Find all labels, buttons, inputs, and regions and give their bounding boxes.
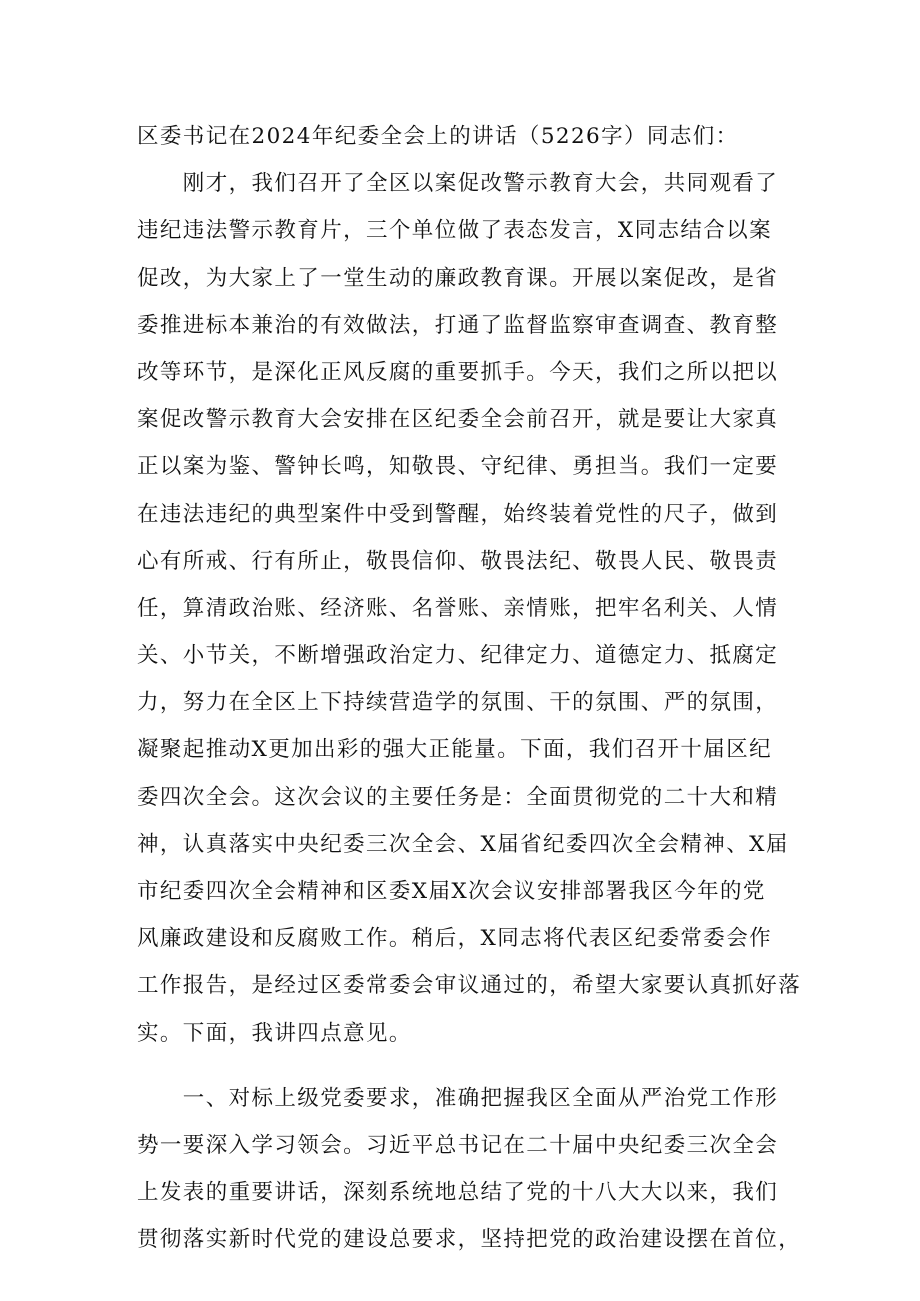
text-line: 凝聚起推动X更加出彩的强大正能量。下面，我们召开十届区纪 [137,737,773,763]
text-line: 实。下面，我讲四点意见。 [137,1020,412,1046]
text-line: 任，算清政治账、经济账、名誉账、亲情账，把牢名利关、人情 [137,595,779,621]
text-line: 心有所戒、行有所止，敬畏信仰、敬畏法纪、敬畏人民、敬畏责 [137,548,779,574]
text-line: 工作报告，是经过区委常委会审议通过的，希望大家要认真抓好落 [137,973,802,999]
text-line: 刚才，我们召开了全区以案促改警示教育大会，共同观看了 [137,171,779,197]
paragraph-section-one [137,1075,802,1264]
text-line: 案促改警示教育大会安排在区纪委全会前召开，就是要让大家真 [137,407,779,433]
text-line: 关、小节关，不断增强政治定力、纪律定力、道德定力、抵腐定 [137,643,779,669]
text-line: 在违法违纪的典型案件中受到警醒，始终装着党性的尺子，做到 [137,501,779,527]
text-line: 违纪违法警示教育片，三个单位做了表态发言，X同志结合以案 [137,218,773,244]
document-title-line: 区委书记在2024年纪委全会上的讲话（5226字）同志们： [137,124,739,149]
text-line: 贯彻落实新时代党的建设总要求，坚持把党的政治建设摆在首位， [137,1227,802,1253]
text-line: 势一要深入学习领会。习近平总书记在二十届中央纪委三次全会 [137,1132,779,1158]
paragraph-spacing [137,1057,791,1075]
text-line: 力，努力在全区上下持续营造学的氛围、干的氛围、严的氛围， [137,690,779,716]
text-line: 市纪委四次全会精神和区委X届X次会议安排部署我区今年的党 [137,879,766,904]
text-line: 正以案为鉴、警钟长鸣，知敬畏、守纪律、勇担当。我们一定要 [137,454,779,480]
text-line: 委四次全会。这次会议的主要任务是：全面贯彻党的二十大和精 [137,784,779,810]
text-line: 神，认真落实中央纪委三次全会、X届省纪委四次全会精神、X届 [137,831,789,857]
text-line: 委推进标本兼治的有效做法，打通了监督监察审查调查、教育整 [137,312,779,338]
text-line: 一、对标上级党委要求，准确把握我区全面从严治党工作形 [137,1085,779,1111]
text-line: 改等环节，是深化正风反腐的重要抓手。今天，我们之所以把以 [137,359,779,385]
document-body [137,113,802,1264]
text-line: 促改，为大家上了一堂生动的廉政教育课。开展以案促改，是省 [137,265,779,291]
paragraph-opening [137,160,802,1057]
text-line: 风廉政建设和反腐败工作。稍后，X同志将代表区纪委常委会作 [137,926,773,952]
text-line: 上发表的重要讲话，深刻系统地总结了党的十八大大以来，我们 [137,1180,779,1206]
